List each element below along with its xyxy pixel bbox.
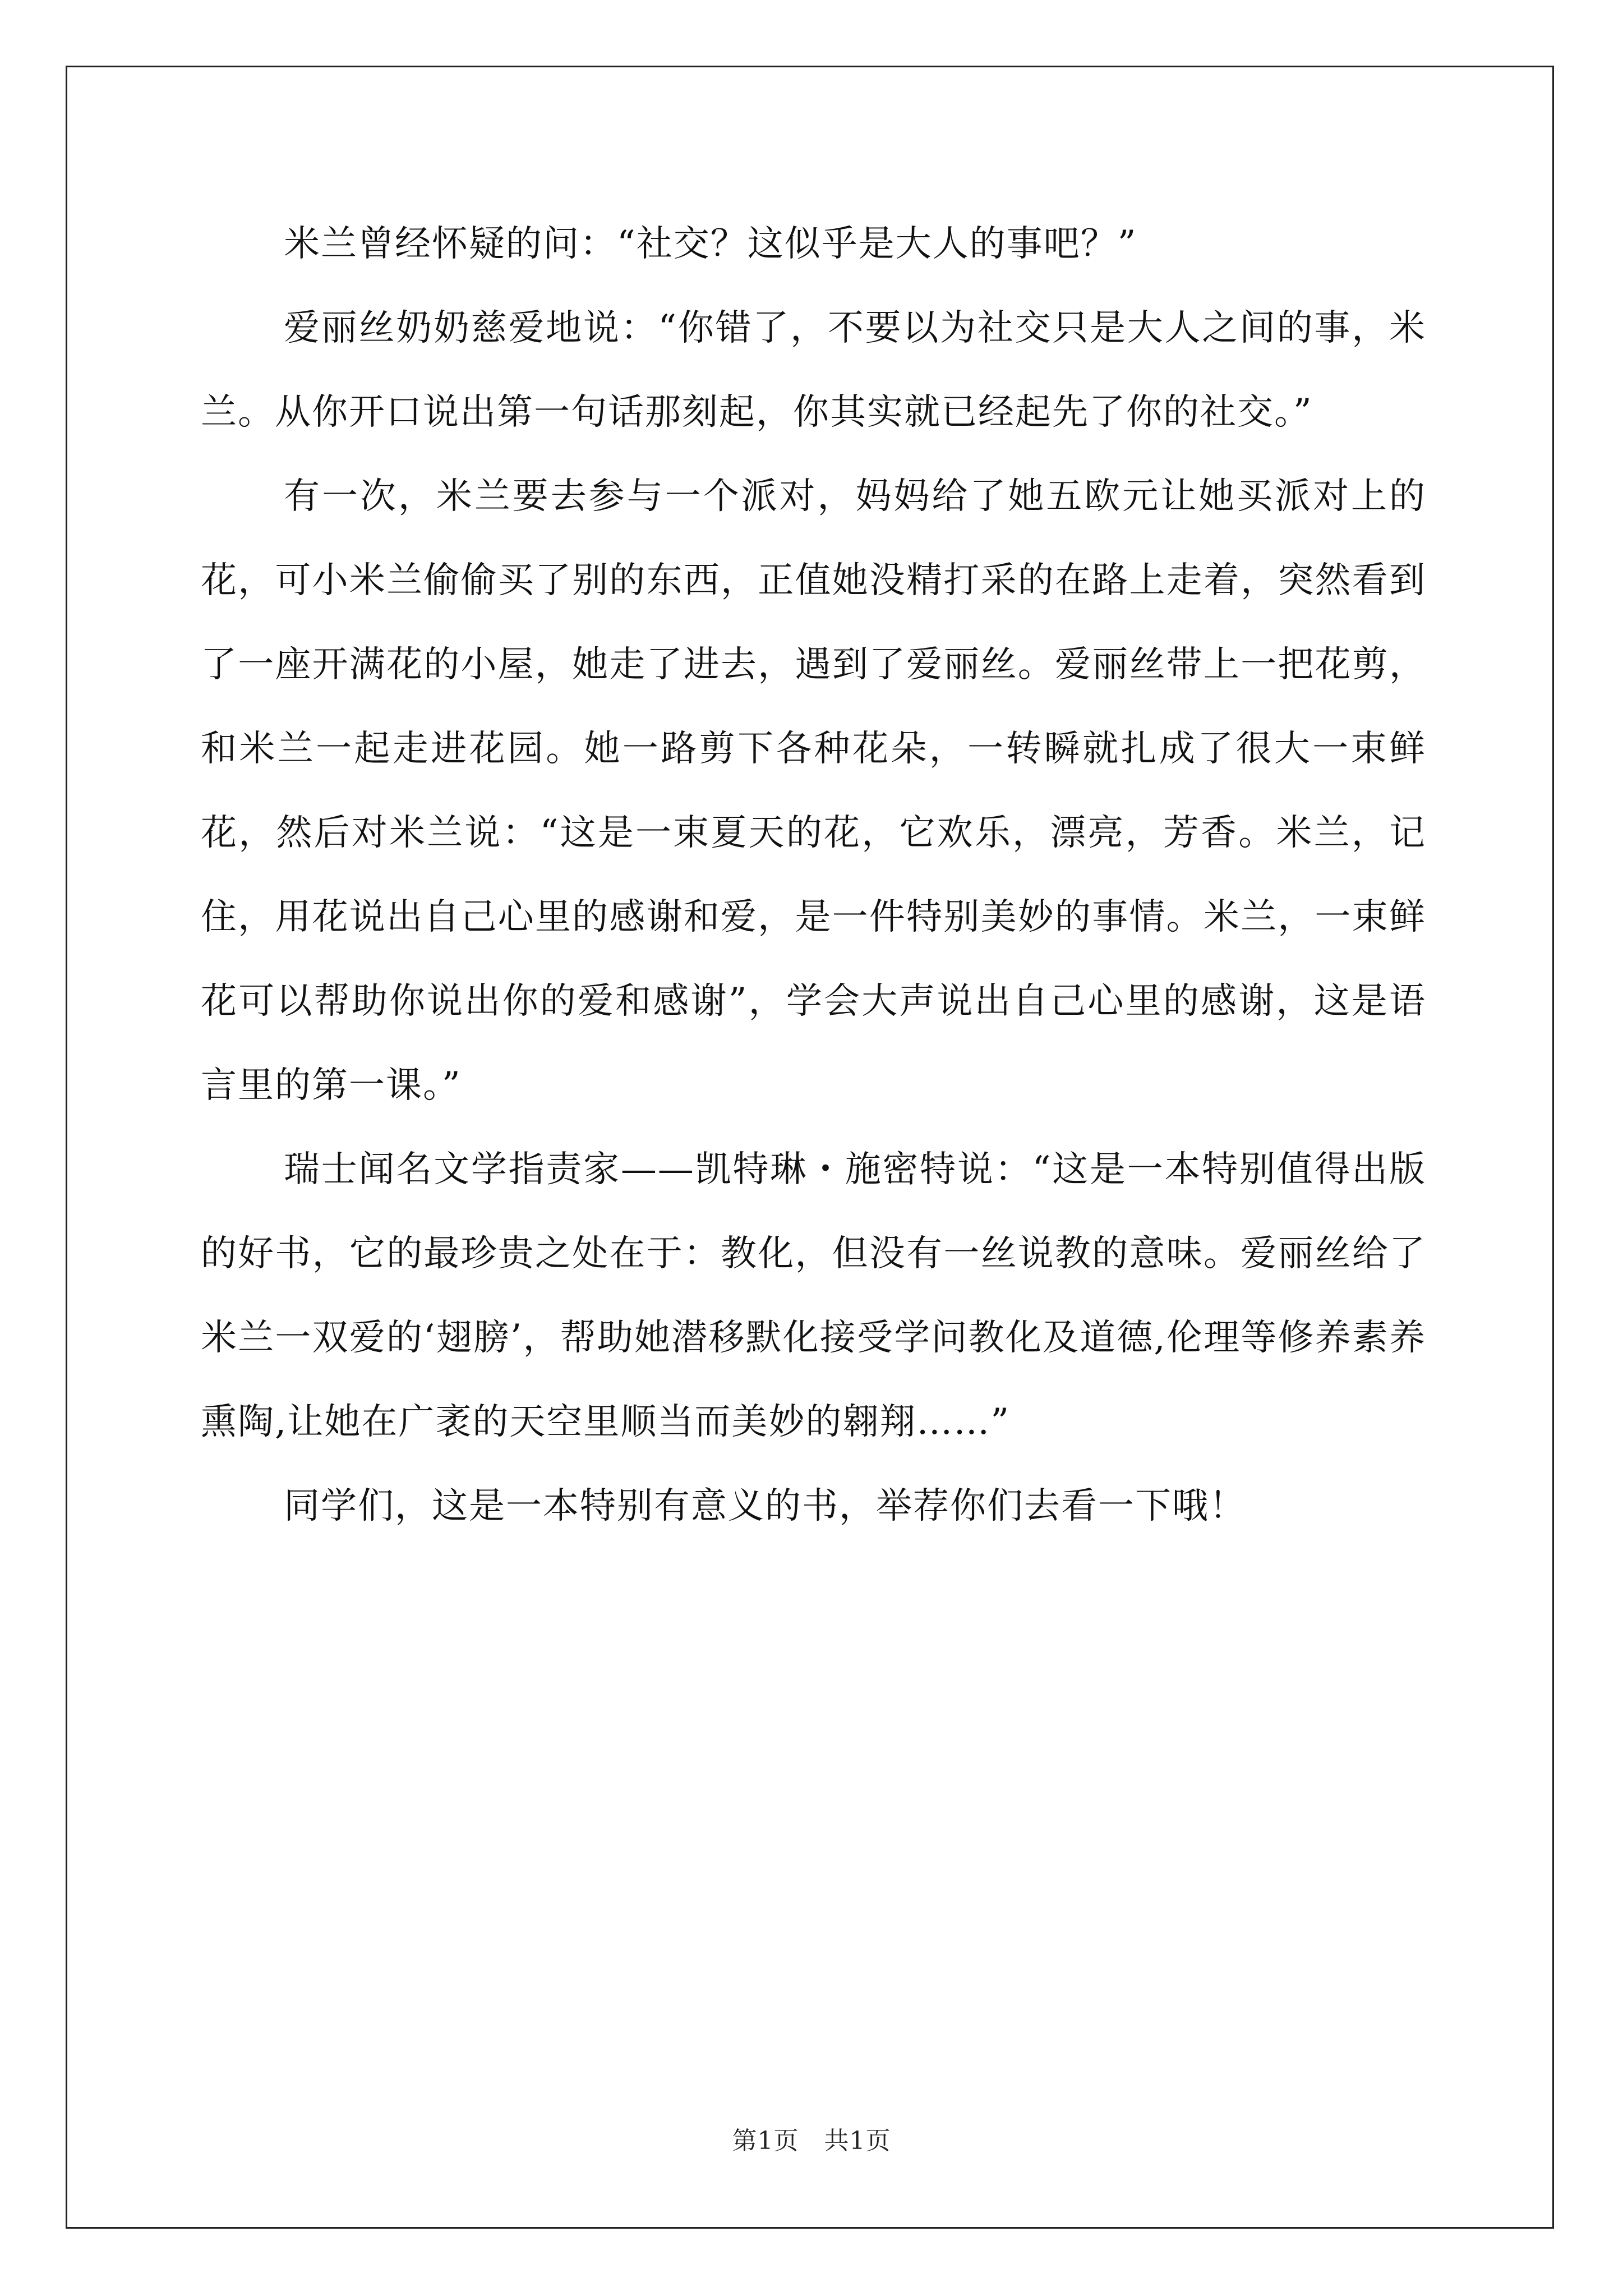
- paragraph: 瑞士闻名文学指责家——凯特琳・施密特说：“这是一本特别值得出版的好书，它的最珍贵之处在于：教化，但没有一丝说教的意味。爱丽丝给了米兰一双爱的‘翅膀’，帮助她潜移默化接受学问教化及道德,伦理等修养素养熏陶,让她在广袤的天空里顺当而美妙的翱翔……”: [201, 1149, 1426, 1443]
- paragraph: 同学们，这是一本特别有意义的书，举荐你们去看一下哦！: [284, 1485, 1246, 1527]
- document-body: [201, 202, 1426, 1548]
- paragraph: 爱丽丝奶奶慈爱地说：“你错了，不要以为社交只是大人之间的事，米兰。从你开口说出第一句话那刻起，你其实就已经起先了你的社交。”: [201, 307, 1426, 433]
- paragraph: 米兰曾经怀疑的问：“社交？这似乎是大人的事吧？”: [284, 223, 1137, 265]
- page-footer: 第1页 共1页: [732, 2127, 891, 2155]
- paragraph: 有一次，米兰要去参与一个派对，妈妈给了她五欧元让她买派对上的花，可小米兰偷偷买了别的东西，正值她没精打采的在路上走着，突然看到了一座开满花的小屋，她走了进去，遇到了爱丽丝。爱丽丝带上一把花剪，和米兰一起走进花园。她一路剪下各种花朵，一转瞬就扎成了很大一束鲜花，然后对米兰说：“这是一束夏天的花，它欢乐，漂亮，芳香。米兰，记住，用花说出自己心里的感谢和爱，是一件特别美妙的事情。米兰，一束鲜花可以帮助你说出你的爱和感谢”，学会大声说出自己心里的感谢，这是语言里的第一课。”: [201, 476, 1426, 1106]
